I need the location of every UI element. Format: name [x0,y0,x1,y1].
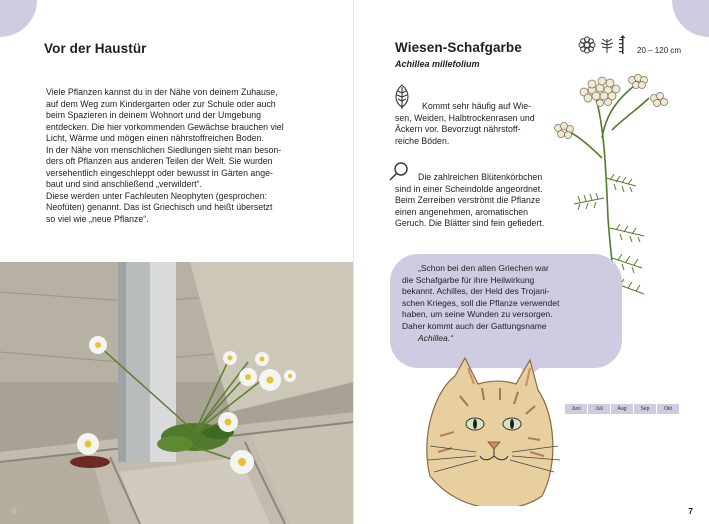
text-line: haben, um seine Wunden zu versorgen. [402,309,553,320]
text-line: sen, Weiden, Halbtrockenrasen und [395,112,535,123]
right-page [354,0,709,524]
text-line: bekannt. Achilles, der Held des Trojani- [402,286,550,297]
height-scale-icon [618,35,628,55]
text-line: Diese werden unter Fachleuten Neophyten (gesprochen: [46,190,268,201]
text-line: die Schafgarbe für ihre Heilwirkung [402,274,535,285]
plant-icons [578,34,628,56]
month-cell: Sep [634,404,656,414]
latin-name: Achillea millefolium [395,59,480,69]
corner-decoration [0,0,37,37]
month-cell: Juni [565,404,587,414]
text-line: ders oft Pflanzen aus anderen Teilen der Welt. Sie wurden [46,156,273,166]
daisy-photo [0,262,354,524]
quote-text [402,263,559,344]
text-line: beim Spazieren in deinem Wohnort und der Umgebung [46,110,261,120]
text-line: Beim Zerreiben verströmt die Pflanze [395,195,541,205]
text-line: Die zahlreichen Blütenkörbchen [418,172,543,182]
text-line: Achillea.“ [418,332,453,343]
intro-paragraph [46,87,284,225]
text-line: versehentlich eingeschleppt oder bewusst in Gärten ange- [46,167,273,178]
plant-title: Wiesen-Schafgarbe [395,40,522,55]
size-range: 20 – 120 cm [637,46,682,55]
text-line: auf dem Weg zum Kindergarten oder zur Schule oder auch [46,98,276,109]
description-paragraph [395,172,544,230]
text-line: so viel wie „neue Pflanze“. [46,213,149,224]
text-line: schen Krieges, soll die Pflanze verwendet [402,297,560,308]
left-page [0,0,354,524]
text-line: In der Nähe von menschlichen Siedlungen sieht man beson- [46,144,282,155]
month-cell: Aug [611,404,633,414]
occurrence-paragraph [395,101,535,147]
text-line: Neofüten) genannt. Das ist Griechisch und heißt übersetzt [46,202,273,212]
flower-head-icon [578,36,596,54]
text-line: Geruch. Die Blätter sind fein gefiedert. [395,218,545,228]
page-number-right: 7 [688,506,693,516]
text-line: Kommt sehr häufig auf Wie- [422,101,532,111]
plant-leaves-icon [599,36,615,54]
text-line: Daher kommt auch der Gattungsname [402,320,547,331]
left-page-title: Vor der Haustür [44,41,147,56]
corner-decoration [672,0,709,37]
cat-illustration [420,356,560,511]
text-line: entdecken. Die hier vorkommenden Gewächse brauchen viel [46,121,284,132]
text-line: „Schon bei den alten Griechen war [418,263,549,273]
flowering-months [565,404,679,414]
text-line: baut und sind anschließend „verwildert“. [46,179,202,189]
month-cell: Okt [657,404,679,414]
text-line: Äckern vor. Bevorzugt nährstoff- [395,124,521,134]
text-line: einen angenehmen, aromatischen [395,206,529,217]
text-line: reiche Böden. [395,135,450,146]
text-line: sind in einer Scheindolde angeordnet. [395,183,543,194]
month-cell: Juli [588,404,610,414]
text-line: Licht, Wärme und mögen einen nährstoffreichen Boden. [46,133,264,143]
page-number-left: 6 [12,506,17,516]
text-line: Viele Pflanzen kannst du in der Nähe von deinem Zuhause, [46,87,278,97]
